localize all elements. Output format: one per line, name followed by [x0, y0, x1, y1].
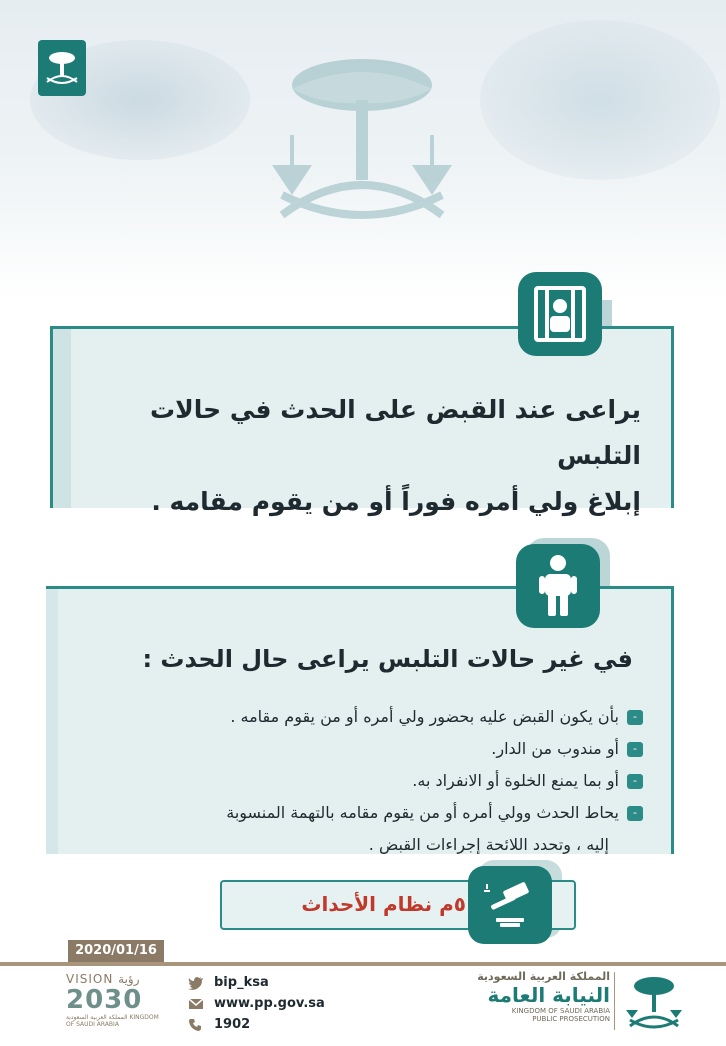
jail-tile: [518, 272, 602, 356]
card2-heading: في غير حالات التلبس يراعى حال الحدث :: [142, 645, 633, 673]
org-name-en: PUBLIC PROSECUTION: [532, 1015, 610, 1023]
phone-icon: [188, 1018, 204, 1032]
law-reference-label: ٥م نظام الأحداث: [301, 892, 466, 916]
dash-icon: -: [627, 742, 643, 757]
list-item-text: يحاط الحدث وولي أمره أو من يقوم مقامه بالتهمة المنسوبة: [226, 803, 619, 822]
twitter-icon: [188, 976, 204, 990]
person-icon: [533, 554, 583, 618]
org-name-ar: النيابة العامة: [487, 983, 610, 1007]
top-left-logo: [38, 40, 86, 96]
palm-swords-emblem-icon: [624, 972, 684, 1032]
logo-divider: [614, 972, 615, 1030]
bullet-list: [73, 701, 643, 861]
contact-list: [188, 972, 388, 1035]
jail-icon: [530, 284, 590, 344]
list-item: [73, 733, 643, 765]
person-tile: [516, 544, 600, 628]
card1-text: [81, 387, 641, 525]
contact-website[interactable]: [188, 993, 388, 1014]
gavel-tile: [468, 866, 552, 944]
hero-blur-right: [480, 20, 720, 180]
list-item-text: إليه ، وتحدد اللائحة إجراءات القبض .: [368, 835, 609, 854]
card1-line2: إبلاغ ولي أمره فوراً أو من يقوم مقامه .: [151, 487, 641, 516]
dash-icon: -: [627, 774, 643, 789]
list-item: [73, 797, 643, 829]
org-kingdom-en: KINGDOM OF SAUDI ARABIA: [511, 1007, 610, 1015]
contact-phone[interactable]: [188, 1014, 388, 1035]
palm-swords-emblem-icon: [262, 45, 462, 245]
vision-year: 2030: [66, 985, 143, 1015]
dash-icon: -: [627, 806, 643, 821]
gavel-icon: [482, 880, 538, 930]
org-kingdom-ar: المملكة العربية السعودية: [477, 970, 610, 983]
public-prosecution-logo: [470, 970, 610, 1036]
list-item-text: بأن يكون القبض عليه بحضور ولي أمره أو من يقوم مقامه .: [230, 707, 619, 726]
contact-text: www.pp.gov.sa: [214, 996, 325, 1011]
list-item-text: أو مندوب من الدار.: [491, 739, 619, 758]
contact-text: 1902: [214, 1017, 251, 1032]
vision-title: VISION رؤية: [66, 972, 140, 986]
footer-divider: [0, 962, 726, 966]
card1-line1: يراعى عند القبض على الحدث في حالات التلبس: [149, 395, 641, 470]
vision-subtitle: المملكة العربية السعودية KINGDOM OF SAUDI ARABIA: [66, 1014, 159, 1028]
list-item-continuation: [73, 829, 643, 861]
dash-icon: -: [627, 710, 643, 725]
contact-text: bip_ksa: [214, 975, 269, 990]
card-shade: [46, 589, 58, 854]
palm-logo-icon: [44, 48, 80, 88]
list-item-text: أو بما يمنع الخلوة أو الانفراد به.: [412, 771, 619, 790]
hero-banner: [0, 0, 726, 300]
card-shade: [53, 329, 71, 508]
list-item: [73, 701, 643, 733]
date-badge: 2020/01/16: [68, 940, 164, 962]
contact-twitter[interactable]: [188, 972, 388, 993]
list-item: [73, 765, 643, 797]
vision-2030-logo: [66, 972, 166, 1036]
mail-icon: [188, 997, 204, 1011]
